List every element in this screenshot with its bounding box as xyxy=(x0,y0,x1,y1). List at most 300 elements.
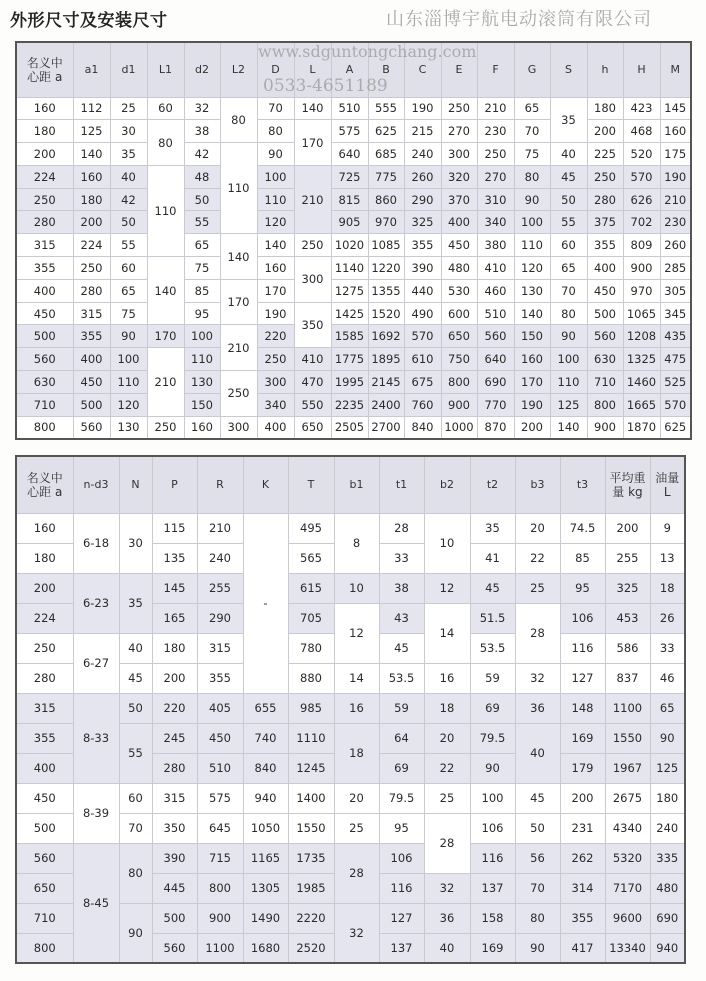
table-cell: 135 xyxy=(152,543,197,573)
table-cell: 110 xyxy=(514,234,550,257)
table-cell: 740 xyxy=(243,723,288,753)
table-cell: 675 xyxy=(404,371,441,394)
table-cell: 560 xyxy=(73,416,110,439)
table-cell: 160 xyxy=(73,165,110,188)
table-cell: 2400 xyxy=(368,393,404,416)
table-cell: 140 xyxy=(147,257,184,325)
table-cell: 250 xyxy=(147,416,184,439)
table-cell: 140 xyxy=(73,143,110,166)
table-cell: 2520 xyxy=(288,933,334,963)
table-cell: 230 xyxy=(477,120,514,143)
table-cell: 800 xyxy=(587,393,623,416)
table-cell: 53.5 xyxy=(379,663,424,693)
table-cell: 55 xyxy=(550,211,587,234)
table-cell: 125 xyxy=(550,393,587,416)
table-cell: 400 xyxy=(441,211,477,234)
table-cell: 18 xyxy=(334,723,379,783)
table-cell: 45 xyxy=(515,783,560,813)
table-cell: 12 xyxy=(334,603,379,663)
table-cell: 405 xyxy=(197,693,243,723)
table-cell: 270 xyxy=(441,120,477,143)
table-cell: 565 xyxy=(288,543,334,573)
table-cell: 510 xyxy=(197,753,243,783)
table-cell: 6-27 xyxy=(73,633,119,693)
table-cell: 110 xyxy=(220,143,257,234)
table-cell: 468 xyxy=(623,120,660,143)
table-cell: 190 xyxy=(660,165,691,188)
table-cell: 400 xyxy=(257,416,294,439)
table-cell: 169 xyxy=(470,933,515,963)
table-cell: 575 xyxy=(197,783,243,813)
table-cell: 35 xyxy=(119,573,152,633)
table-cell: 210 xyxy=(477,97,514,120)
table-cell: 33 xyxy=(650,633,685,663)
table-cell: 100 xyxy=(110,348,147,371)
table-row xyxy=(16,188,691,211)
table-cell: 560 xyxy=(587,325,623,348)
table-cell: 32 xyxy=(334,903,379,963)
table-cell: 20 xyxy=(334,783,379,813)
table-cell: 725 xyxy=(331,165,368,188)
table-cell: 210 xyxy=(660,188,691,211)
table-cell: 300 xyxy=(257,371,294,394)
table-cell: 115 xyxy=(152,513,197,543)
table-cell: 25 xyxy=(424,783,470,813)
table-cell: 250 xyxy=(587,165,623,188)
table-cell: 230 xyxy=(660,211,691,234)
table-cell: 22 xyxy=(424,753,470,783)
watermark-url: www.sdguntongchang.com xyxy=(258,42,477,61)
table-cell: 120 xyxy=(514,257,550,280)
table-cell: 45 xyxy=(550,165,587,188)
table-cell: 780 xyxy=(288,633,334,663)
table-cell: 410 xyxy=(294,348,331,371)
table-cell: 445 xyxy=(152,873,197,903)
table-cell: 40 xyxy=(550,143,587,166)
table-cell: 1985 xyxy=(288,873,334,903)
table-cell: 315 xyxy=(16,234,73,257)
table-header-row xyxy=(16,456,685,513)
table-cell: 200 xyxy=(152,663,197,693)
table-cell: 250 xyxy=(220,371,257,417)
table-cell: 220 xyxy=(257,325,294,348)
table-cell: 145 xyxy=(660,97,691,120)
table-cell: 95 xyxy=(560,573,605,603)
table-cell: 495 xyxy=(288,513,334,543)
table-cell: 355 xyxy=(73,325,110,348)
table-cell: 345 xyxy=(660,302,691,325)
table-cell: 809 xyxy=(623,234,660,257)
table-cell: 85 xyxy=(184,279,220,302)
col-header-nd3: n-d3 xyxy=(73,456,119,513)
col-header-S: S xyxy=(550,42,587,97)
table-cell: 1220 xyxy=(368,257,404,280)
table-cell: 100 xyxy=(470,783,515,813)
table-cell: 8-33 xyxy=(73,693,119,783)
table-cell: 315 xyxy=(73,302,110,325)
table-row xyxy=(16,302,691,325)
table-cell: 90 xyxy=(515,933,560,963)
table-cell: 400 xyxy=(16,279,73,302)
table-cell: 570 xyxy=(404,325,441,348)
col-header-G: G xyxy=(514,42,550,97)
table-cell: 59 xyxy=(470,663,515,693)
table-cell: 570 xyxy=(660,393,691,416)
table-cell: 480 xyxy=(441,257,477,280)
table-cell: 190 xyxy=(404,97,441,120)
table-cell: 22 xyxy=(515,543,560,573)
table-cell: 630 xyxy=(16,371,73,394)
table-cell: 90 xyxy=(550,325,587,348)
col-header-b2: b2 xyxy=(424,456,470,513)
table-cell: 837 xyxy=(605,663,650,693)
table-cell: 1870 xyxy=(623,416,660,439)
table-cell: 50 xyxy=(550,188,587,211)
table-cell: 250 xyxy=(294,234,331,257)
table-cell: 625 xyxy=(368,120,404,143)
table-cell: 35 xyxy=(550,97,587,143)
table-cell: 56 xyxy=(515,843,560,873)
table-cell: 18 xyxy=(650,573,685,603)
col-header-B: B xyxy=(368,42,404,97)
table-cell: 30 xyxy=(110,120,147,143)
table-cell: 70 xyxy=(514,120,550,143)
page-title: 外形尺寸及安装尺寸 xyxy=(10,11,168,31)
table-cell: 450 xyxy=(587,279,623,302)
table-cell: 500 xyxy=(16,325,73,348)
table-cell: 870 xyxy=(477,416,514,439)
table-cell: 490 xyxy=(404,302,441,325)
table-cell: 46 xyxy=(650,663,685,693)
table-cell: 510 xyxy=(477,302,514,325)
table-cell: 460 xyxy=(477,279,514,302)
table-cell: 120 xyxy=(110,393,147,416)
table-cell: 110 xyxy=(147,165,184,256)
table-cell: 340 xyxy=(257,393,294,416)
table-cell: 20 xyxy=(424,723,470,753)
table-cell: 626 xyxy=(623,188,660,211)
table-cell: 13340 xyxy=(605,933,650,963)
table-cell: 300 xyxy=(220,416,257,439)
col-header-a1: a1 xyxy=(73,42,110,97)
table-cell: 940 xyxy=(243,783,288,813)
table-cell: 137 xyxy=(470,873,515,903)
table-cell: 130 xyxy=(514,279,550,302)
table-cell: 110 xyxy=(184,348,220,371)
table-cell: 65 xyxy=(110,279,147,302)
table-cell: 106 xyxy=(560,603,605,633)
col-header-L: L xyxy=(294,42,331,97)
table-cell: 1400 xyxy=(288,783,334,813)
table-cell: 25 xyxy=(334,813,379,843)
table-cell: 1000 xyxy=(441,416,477,439)
table-cell: 615 xyxy=(288,573,334,603)
table-cell: 50 xyxy=(515,813,560,843)
table-cell: 32 xyxy=(424,873,470,903)
table-cell: 95 xyxy=(379,813,424,843)
table-cell: 35 xyxy=(110,143,147,166)
table-cell: 250 xyxy=(257,348,294,371)
table-cell: 9600 xyxy=(605,903,650,933)
table-cell: 85 xyxy=(560,543,605,573)
table-row xyxy=(16,234,691,257)
table-row xyxy=(16,843,685,873)
col-header-L2: L2 xyxy=(220,42,257,97)
col-header-d2: d2 xyxy=(184,42,220,97)
table-cell: 625 xyxy=(660,416,691,439)
table-cell: 180 xyxy=(16,543,73,573)
table-cell: 140 xyxy=(514,302,550,325)
table-cell: 280 xyxy=(152,753,197,783)
table-cell: 1425 xyxy=(331,302,368,325)
table-cell: 355 xyxy=(16,723,73,753)
table-cell: 225 xyxy=(587,143,623,166)
table-cell: 240 xyxy=(650,813,685,843)
table-cell: 55 xyxy=(110,234,147,257)
table-cell: 325 xyxy=(404,211,441,234)
table-cell: 10 xyxy=(334,573,379,603)
table-cell: 8-39 xyxy=(73,783,119,843)
col-header-b1: b1 xyxy=(334,456,379,513)
table-cell: 900 xyxy=(623,257,660,280)
table-cell: 90 xyxy=(470,753,515,783)
table-cell: 16 xyxy=(334,693,379,723)
table-cell: 550 xyxy=(294,393,331,416)
table-cell: 1100 xyxy=(605,693,650,723)
table-cell: 450 xyxy=(197,723,243,753)
table-cell: 840 xyxy=(404,416,441,439)
table-cell: 280 xyxy=(73,279,110,302)
table-cell: 130 xyxy=(184,371,220,394)
table-row xyxy=(16,211,691,234)
table-cell: 140 xyxy=(257,234,294,257)
table-cell: 75 xyxy=(110,302,147,325)
table-cell: 985 xyxy=(288,693,334,723)
table-cell: 285 xyxy=(660,257,691,280)
table-cell: 175 xyxy=(660,143,691,166)
table-cell: 586 xyxy=(605,633,650,663)
table-cell: 710 xyxy=(16,393,73,416)
table-cell: 640 xyxy=(331,143,368,166)
table-cell: 1692 xyxy=(368,325,404,348)
table-cell: 315 xyxy=(16,693,73,723)
col-header-t2: t2 xyxy=(470,456,515,513)
table-cell: 350 xyxy=(152,813,197,843)
table-cell: 335 xyxy=(650,843,685,873)
col-header-weight: 平均重 量 kg xyxy=(605,456,650,513)
table-cell: 145 xyxy=(152,573,197,603)
table-cell: 110 xyxy=(110,371,147,394)
table-cell: 179 xyxy=(560,753,605,783)
table-cell: 120 xyxy=(257,211,294,234)
table-cell: 1305 xyxy=(243,873,288,903)
col-header-N: N xyxy=(119,456,152,513)
table-cell: 16 xyxy=(424,663,470,693)
table-cell: 702 xyxy=(623,211,660,234)
table-cell: 800 xyxy=(441,371,477,394)
table-cell: 100 xyxy=(257,165,294,188)
table-cell: 180 xyxy=(152,633,197,663)
table-cell: 1355 xyxy=(368,279,404,302)
table-cell: 940 xyxy=(650,933,685,963)
col-header-a: 名义中 心距 a xyxy=(16,42,73,97)
table-cell: 169 xyxy=(560,723,605,753)
table-cell: 815 xyxy=(331,188,368,211)
table-cell: 48 xyxy=(184,165,220,188)
table-cell: 74.5 xyxy=(560,513,605,543)
table-cell: 1100 xyxy=(197,933,243,963)
table-cell: 450 xyxy=(16,302,73,325)
col-header-L1: L1 xyxy=(147,42,184,97)
table-cell: 262 xyxy=(560,843,605,873)
table-cell: 500 xyxy=(152,903,197,933)
table-cell: 390 xyxy=(152,843,197,873)
table-cell: 42 xyxy=(110,188,147,211)
table-cell: 250 xyxy=(441,97,477,120)
watermark-phone: 0533-4651189 xyxy=(263,76,388,96)
col-header-R: R xyxy=(197,456,243,513)
table-cell: 715 xyxy=(197,843,243,873)
installation-table xyxy=(15,455,686,964)
table-cell: 210 xyxy=(220,325,257,371)
table-cell: 90 xyxy=(650,723,685,753)
table-cell: 1020 xyxy=(331,234,368,257)
table-cell: 100 xyxy=(514,211,550,234)
table-cell: 560 xyxy=(16,843,73,873)
table-cell: 417 xyxy=(560,933,605,963)
table-cell: 710 xyxy=(587,371,623,394)
table-cell: 90 xyxy=(257,143,294,166)
table-cell: 690 xyxy=(477,371,514,394)
table-cell: 100 xyxy=(184,325,220,348)
table-cell: 42 xyxy=(184,143,220,166)
table-cell: 170 xyxy=(514,371,550,394)
table-cell: 130 xyxy=(110,416,147,439)
table-cell: 8-45 xyxy=(73,843,119,963)
table-row xyxy=(16,371,691,394)
table-cell: 325 xyxy=(605,573,650,603)
table-cell: 750 xyxy=(441,348,477,371)
table-cell: 75 xyxy=(514,143,550,166)
table-cell: 475 xyxy=(660,348,691,371)
table-cell: 53.5 xyxy=(470,633,515,663)
table-cell: 520 xyxy=(623,143,660,166)
table-cell: 640 xyxy=(477,348,514,371)
table-cell: 160 xyxy=(16,513,73,543)
table-cell: 224 xyxy=(16,165,73,188)
table-cell: 240 xyxy=(404,143,441,166)
table-cell: 1165 xyxy=(243,843,288,873)
table-cell: 80 xyxy=(119,843,152,903)
table-cell: 423 xyxy=(623,97,660,120)
table-cell: 880 xyxy=(288,663,334,693)
table-cell: 510 xyxy=(331,97,368,120)
table-cell: 305 xyxy=(660,279,691,302)
table-cell: 355 xyxy=(587,234,623,257)
company-name: 山东淄博宇航电动滚筒有限公司 xyxy=(386,9,652,30)
table-cell: 280 xyxy=(16,663,73,693)
table-cell: 220 xyxy=(152,693,197,723)
table-cell: 1520 xyxy=(368,302,404,325)
table-cell: 440 xyxy=(404,279,441,302)
table-cell: 41 xyxy=(470,543,515,573)
table-row xyxy=(16,783,685,813)
col-header-M: M xyxy=(660,42,691,97)
table-cell: 770 xyxy=(477,393,514,416)
table-cell: 170 xyxy=(147,325,184,348)
table-cell: 116 xyxy=(379,873,424,903)
table-cell: 905 xyxy=(331,211,368,234)
table-cell: 210 xyxy=(294,165,331,233)
table-cell: 1208 xyxy=(623,325,660,348)
table-cell: 38 xyxy=(379,573,424,603)
table-cell: 170 xyxy=(294,120,331,166)
table-cell: 390 xyxy=(404,257,441,280)
table-cell: 112 xyxy=(73,97,110,120)
table-row xyxy=(16,325,691,348)
table-row xyxy=(16,97,691,120)
table-cell: 450 xyxy=(73,371,110,394)
table-cell: 1325 xyxy=(623,348,660,371)
table-cell: 160 xyxy=(257,257,294,280)
col-header-oil: 油量 L xyxy=(650,456,685,513)
table-header-row xyxy=(16,42,691,97)
table-cell: 60 xyxy=(147,97,184,120)
table-cell: 60 xyxy=(550,234,587,257)
table-cell: 400 xyxy=(73,348,110,371)
table-cell: 760 xyxy=(404,393,441,416)
table-cell: 270 xyxy=(477,165,514,188)
table-cell: 240 xyxy=(197,543,243,573)
table-cell: 165 xyxy=(152,603,197,633)
table-cell: 148 xyxy=(560,693,605,723)
table-cell: 260 xyxy=(404,165,441,188)
table-cell: 116 xyxy=(470,843,515,873)
table-cell: 69 xyxy=(470,693,515,723)
table-cell: 28 xyxy=(379,513,424,543)
table-cell: 410 xyxy=(477,257,514,280)
col-header-d1: d1 xyxy=(110,42,147,97)
table-cell: 55 xyxy=(119,723,152,783)
col-header-A: A xyxy=(331,42,368,97)
table-cell: 14 xyxy=(334,663,379,693)
table-cell: 20 xyxy=(515,513,560,543)
table-cell: 28 xyxy=(515,603,560,663)
table-cell: 250 xyxy=(16,633,73,663)
table-cell: 453 xyxy=(605,603,650,633)
table-cell: 315 xyxy=(152,783,197,813)
table-row xyxy=(16,348,691,371)
table-cell: 2675 xyxy=(605,783,650,813)
table-cell: 300 xyxy=(441,143,477,166)
table-cell: 200 xyxy=(16,573,73,603)
table-cell: 8 xyxy=(334,513,379,573)
table-cell: 1050 xyxy=(243,813,288,843)
table-cell: 860 xyxy=(368,188,404,211)
table-row xyxy=(16,693,685,723)
col-header-H: H xyxy=(623,42,660,97)
table-cell: 1665 xyxy=(623,393,660,416)
table-cell: 900 xyxy=(197,903,243,933)
table-cell: 310 xyxy=(477,188,514,211)
col-header-F: F xyxy=(477,42,514,97)
table-cell: 4340 xyxy=(605,813,650,843)
table-cell: 245 xyxy=(152,723,197,753)
table-cell: 1065 xyxy=(623,302,660,325)
table-cell: 190 xyxy=(514,393,550,416)
table-cell: 1275 xyxy=(331,279,368,302)
table-row xyxy=(16,257,691,280)
